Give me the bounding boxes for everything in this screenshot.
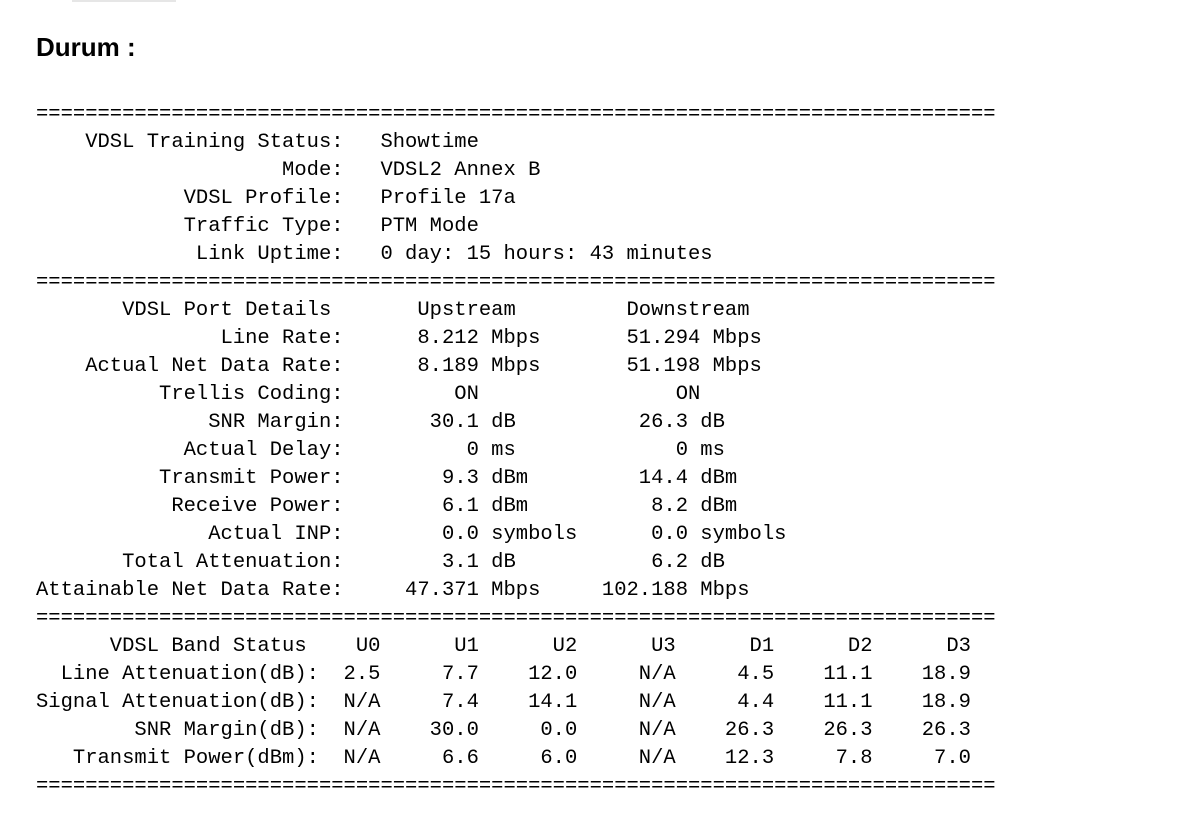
separator-line: ============================================================================== — [36, 103, 996, 126]
attainable-net-data-rate-row: Attainable Net Data Rate: 47.371 Mbps 102.188 Mbps — [36, 579, 750, 602]
top-tab-indicator — [72, 0, 176, 2]
band-status-header: VDSL Band Status U0 U1 U2 U3 D1 D2 D3 — [36, 635, 971, 658]
actual-net-data-rate-row: Actual Net Data Rate: 8.189 Mbps 51.198 Mbps — [36, 355, 762, 378]
line-rate-row: Line Rate: 8.212 Mbps 51.294 Mbps — [36, 327, 762, 350]
actual-delay-row: Actual Delay: 0 ms 0 ms — [36, 439, 725, 462]
port-details-header: VDSL Port Details Upstream Downstream — [36, 299, 750, 322]
band-transmit-power-row: Transmit Power(dBm): N/A 6.6 6.0 N/A 12.3 7.8 7.0 — [36, 747, 971, 770]
snr-margin-row: SNR Margin: 30.1 dB 26.3 dB — [36, 411, 725, 434]
mode-row: Mode: VDSL2 Annex B — [36, 159, 541, 182]
separator-line: ============================================================================== — [36, 271, 996, 294]
page-title: Durum : — [36, 32, 136, 62]
band-snr-margin-row: SNR Margin(dB): N/A 30.0 0.0 N/A 26.3 26.3 26.3 — [36, 719, 971, 742]
separator-line: ============================================================================== — [36, 607, 996, 630]
link-uptime-row: Link Uptime: 0 day: 15 hours: 43 minutes — [36, 243, 713, 266]
total-attenuation-row: Total Attenuation: 3.1 dB 6.2 dB — [36, 551, 725, 574]
vdsl-status-report — [36, 101, 996, 801]
transmit-power-row: Transmit Power: 9.3 dBm 14.4 dBm — [36, 467, 738, 490]
band-line-attenuation-row: Line Attenuation(dB): 2.5 7.7 12.0 N/A 4.5 11.1 18.9 — [36, 663, 971, 686]
traffic-type-row: Traffic Type: PTM Mode — [36, 215, 479, 238]
trellis-coding-row: Trellis Coding: ON ON — [36, 383, 701, 406]
profile-row: VDSL Profile: Profile 17a — [36, 187, 516, 210]
separator-line: ============================================================================== — [36, 775, 996, 798]
training-status-row: VDSL Training Status: Showtime — [36, 131, 479, 154]
receive-power-row: Receive Power: 6.1 dBm 8.2 dBm — [36, 495, 738, 518]
band-signal-attenuation-row: Signal Attenuation(dB): N/A 7.4 14.1 N/A 4.4 11.1 18.9 — [36, 691, 971, 714]
actual-inp-row: Actual INP: 0.0 symbols 0.0 symbols — [36, 523, 787, 546]
